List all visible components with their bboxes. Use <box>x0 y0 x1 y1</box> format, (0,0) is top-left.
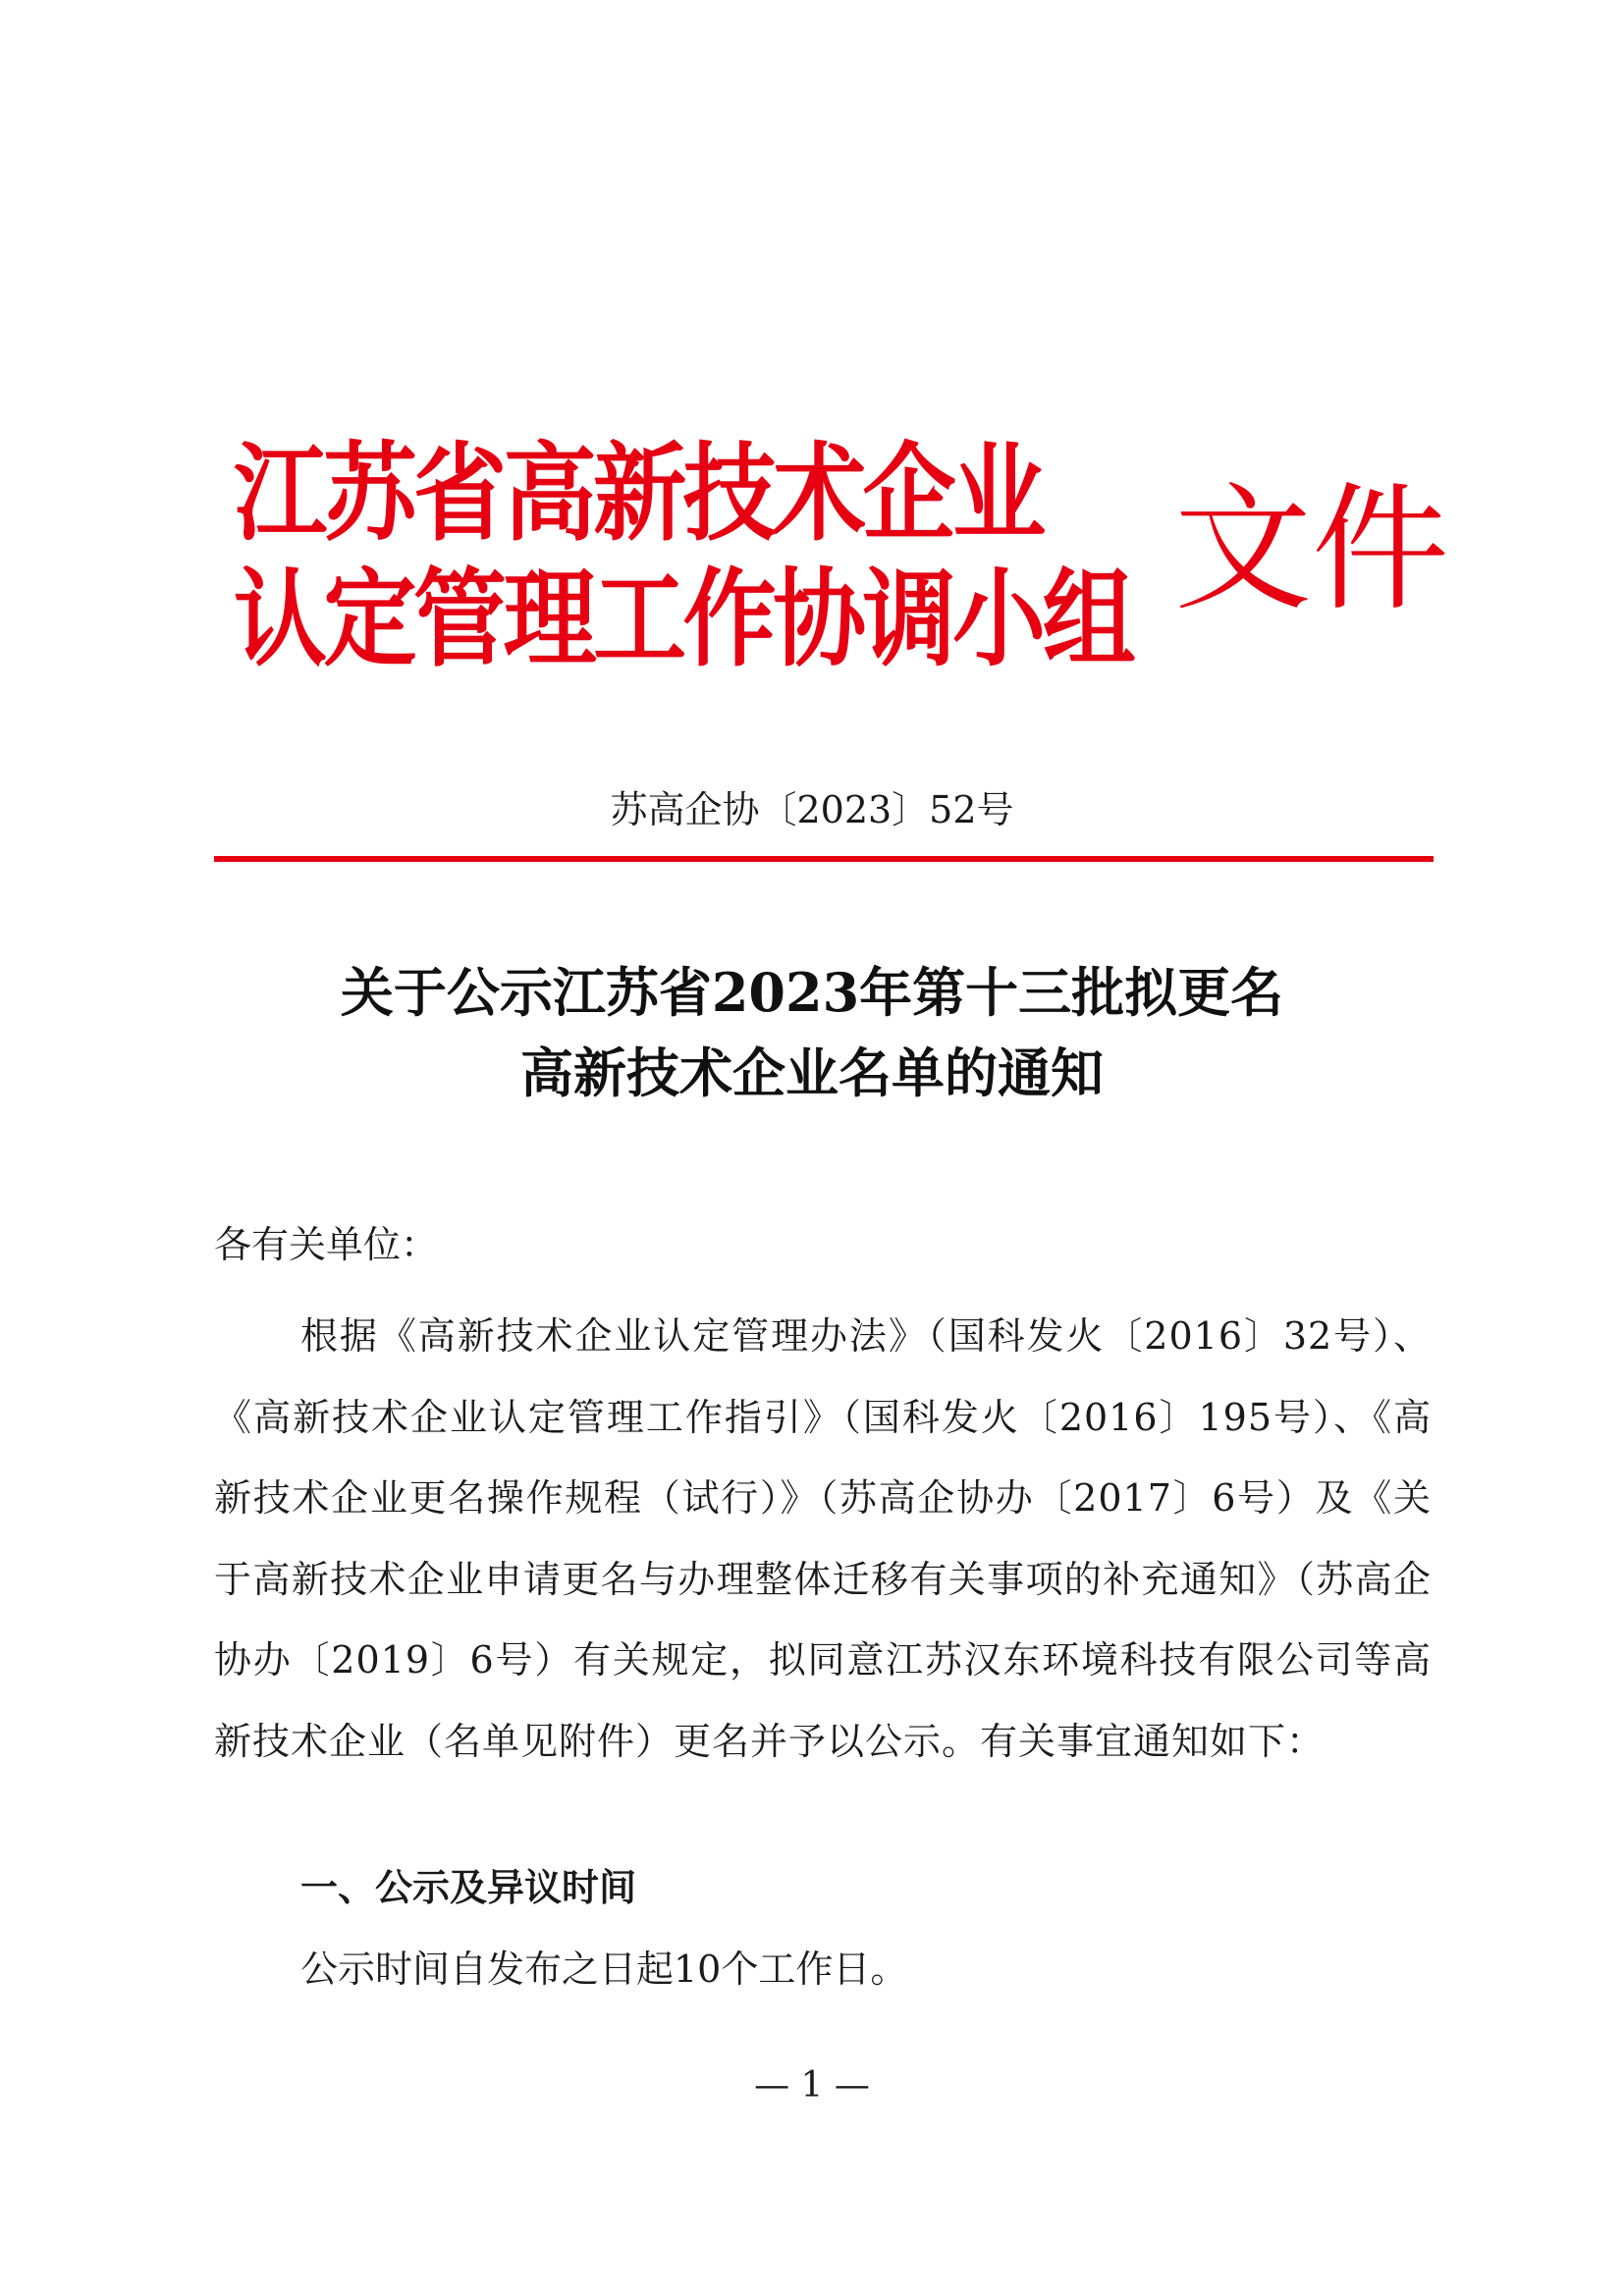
salutation: 各有关单位： <box>214 1223 439 1266</box>
section-text: 公示时间自发布之日起10个工作日。 <box>300 1948 908 1991</box>
document-title <box>0 952 1624 1113</box>
document-title-line-2: 高新技术企业名单的通知 <box>520 1041 1104 1104</box>
section-heading: 一、公示及异议时间 <box>300 1866 637 1909</box>
document-title-line-1: 关于公示江苏省2023年第十三批拟更名 <box>340 961 1284 1024</box>
issuer-name <box>234 433 1176 685</box>
issuer-name-line-1: 江苏省高新技术企业 <box>234 433 1043 556</box>
issuer-name-line-2: 认定管理工作协调小组 <box>234 559 1133 681</box>
header-divider <box>214 856 1434 862</box>
body-paragraph: 根据《高新技术企业认定管理办法》（国科发火〔2016〕32号）、《高新技术企业认定管理工作指引》（国科发火〔2016〕195号）、《高新技术企业更名操作规程（试行）》（苏高企协办〔2017〕6号）及《关于高新技术企业申请更名与办理整体迁移有关事项的补充通知》（苏高企协办〔2019〕6号）有关规定，拟同意江苏汉东环境科技有限公司等高新技术企业（名单见附件）更名并予以公示。有关事宜通知如下： <box>214 1314 1432 1763</box>
page-number: — 1 — <box>754 2065 870 2106</box>
issuer-suffix: 文件 <box>1174 470 1450 630</box>
document-number: 苏高企协〔2023〕52号 <box>610 788 1014 831</box>
